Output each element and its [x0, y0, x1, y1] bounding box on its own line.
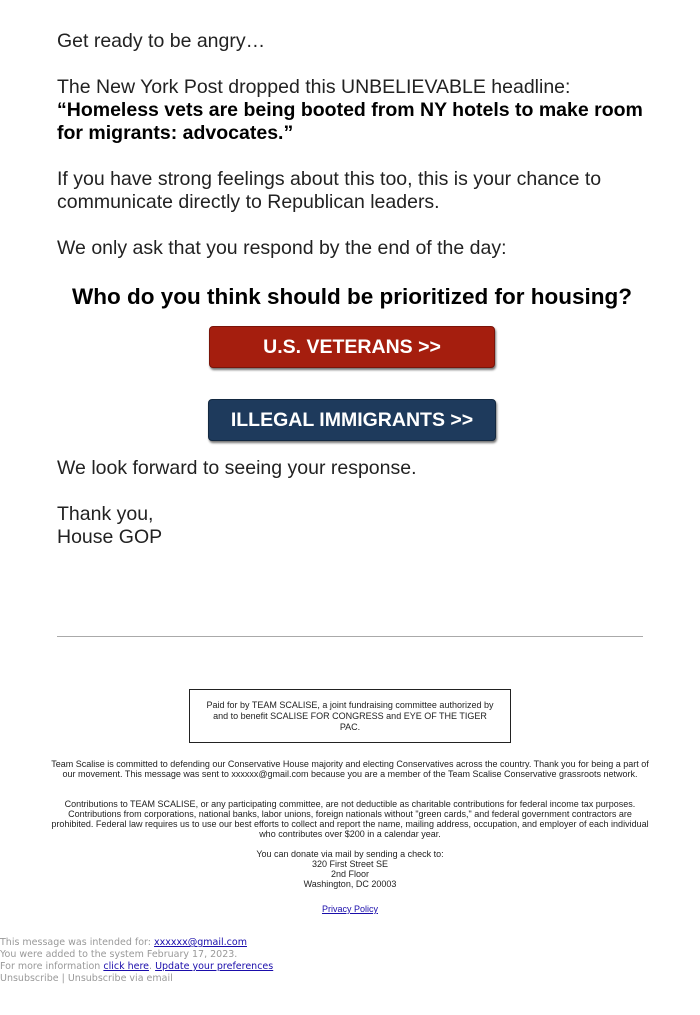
signoff — [57, 503, 647, 549]
unsubscribe-separator: | — [61, 973, 65, 984]
address-line-1: 320 First Street SE — [311, 859, 389, 869]
contributions-text: Contributions to TEAM SCALISE, or any participating committee, are not deductible as charitable contributions for federal income tax purposes. Contributions from corporations, national banks, labor unions, foreign nationals without "green cards," and federal government contractors are prohibited. Federal law requires us to use our best efforts to collect and report the name, mailing address, occupation, and employer of each individual who contributes over $200 in a calendar year. — [51, 799, 649, 839]
more-info-separator: . — [149, 961, 153, 972]
address-line-3: Washington, DC 20003 — [303, 879, 397, 889]
intro-text: Get ready to be angry… — [57, 30, 266, 52]
immigrants-button-wrap — [57, 399, 647, 441]
email-body — [57, 30, 647, 572]
signature-text: House GOP — [57, 526, 163, 548]
lead-text: The New York Post dropped this UNBELIEVABLE headline: — [57, 76, 571, 98]
more-info-prefix: For more information — [0, 961, 101, 972]
mailing-address — [50, 849, 650, 889]
privacy-policy-link[interactable]: Privacy Policy — [321, 904, 378, 914]
immigrants-button[interactable]: ILLEGAL IMMIGRANTS >> — [208, 399, 496, 441]
intended-line — [0, 937, 273, 949]
unsubscribe-email-link[interactable]: Unsubscribe via email — [67, 973, 173, 984]
unsubscribe-link[interactable]: Unsubscribe — [0, 973, 59, 984]
more-info-line — [0, 961, 273, 973]
paid-for-disclaimer: Paid for by TEAM SCALISE, a joint fundraising committee authorized by and to benefit SCALISE FOR CONGRESS and EYE OF THE TIGER PAC. — [189, 689, 511, 743]
footer-divider — [57, 636, 643, 637]
donate-intro: You can donate via mail by sending a check to: — [256, 849, 444, 859]
commitment-text: Team Scalise is committed to defending our Conservative House majority and electing Conservatives across the country. Thank you for being a part of our movement. This message was sent to xxxxxx@gmail.com because you are a member of the Team Scalise Conservative grassroots network. — [51, 759, 649, 779]
veterans-button[interactable]: U.S. VETERANS >> — [209, 326, 495, 368]
update-preferences-link[interactable]: Update your preferences — [155, 961, 274, 972]
look-forward-text: We look forward to seeing your response. — [57, 457, 417, 479]
ask-text: We only ask that you respond by the end of the day: — [57, 237, 507, 259]
added-line: You were added to the system February 17, 2023. — [0, 949, 238, 960]
privacy-row — [0, 904, 700, 914]
click-here-link[interactable]: click here — [103, 961, 150, 972]
lead-paragraph — [57, 76, 647, 145]
headline-quote: “Homeless vets are being booted from NY hotels to make room for migrants: advocates.” — [57, 99, 643, 144]
veterans-button-wrap — [57, 326, 647, 399]
survey-question: Who do you think should be prioritized for housing? — [72, 284, 632, 309]
intended-email-link[interactable]: xxxxxx@gmail.com — [154, 937, 247, 948]
feelings-text: If you have strong feelings about this too, this is your chance to communicate directly to Republican leaders. — [57, 168, 602, 213]
system-footer — [0, 937, 273, 985]
address-line-2: 2nd Floor — [330, 869, 370, 879]
unsubscribe-line — [0, 973, 273, 985]
thanks-text: Thank you, — [57, 503, 154, 525]
intended-prefix: This message was intended for: — [0, 937, 151, 948]
